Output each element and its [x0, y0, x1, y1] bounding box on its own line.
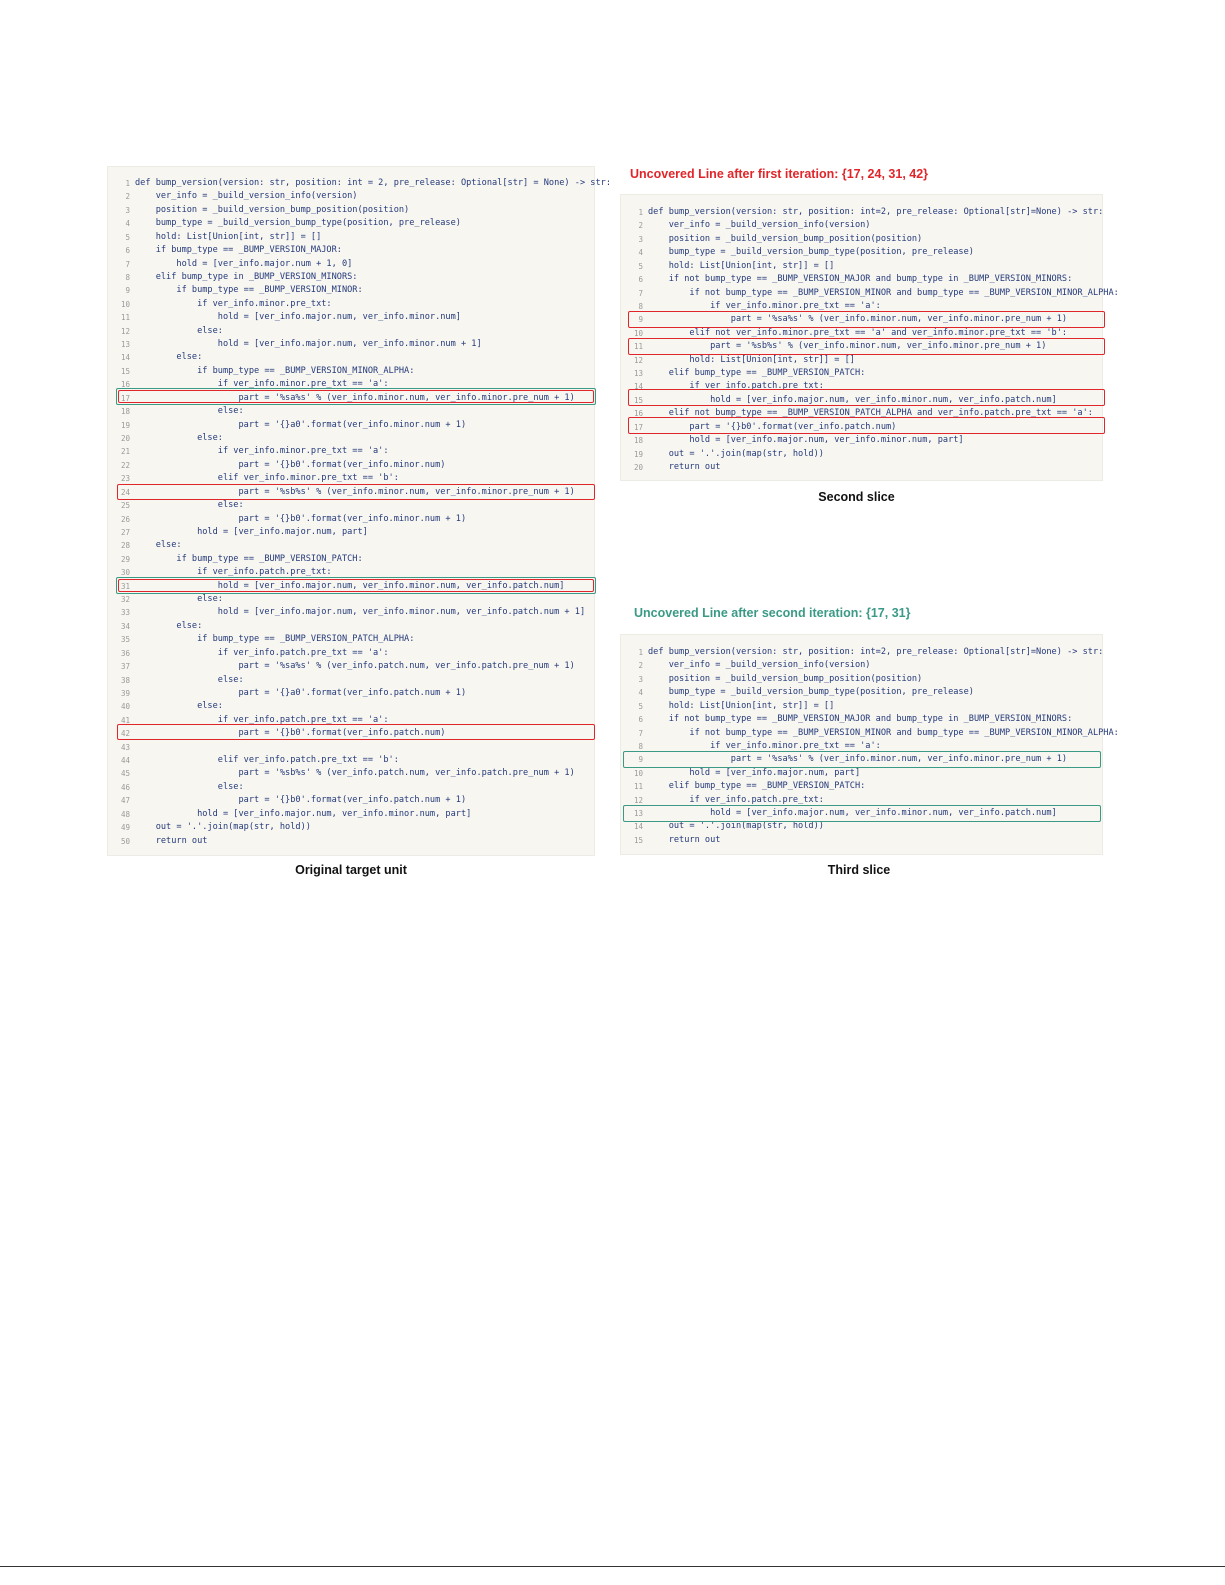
- third-slice-line: [621, 767, 1102, 780]
- original-line: [108, 258, 594, 271]
- code-text: if bump_type == _BUMP_VERSION_MINOR_ALPHA:: [135, 365, 415, 376]
- line-number: 39: [120, 688, 130, 698]
- line-number: 5: [638, 701, 643, 711]
- code-text: hold: List[Union[int, str]] = []: [135, 231, 322, 242]
- line-number: 43: [120, 742, 130, 752]
- line-number: 47: [120, 796, 130, 806]
- original-line: [108, 231, 594, 244]
- line-number: 24: [120, 487, 130, 497]
- line-number: 1: [638, 648, 643, 657]
- line-number: 49: [120, 823, 130, 833]
- code-text: hold: List[Union[int, str]] = []: [648, 700, 835, 711]
- line-number: 10: [633, 328, 643, 338]
- code-text: part = '{}a0'.format(ver_info.patch.num + 1): [135, 687, 467, 698]
- line-number: 37: [120, 662, 130, 672]
- code-text: part = '%sb%s' % (ver_info.minor.num, ver_info.minor.pre_num + 1): [135, 486, 575, 497]
- code-text: else:: [135, 620, 203, 631]
- code-text: part = '%sa%s' % (ver_info.minor.num, ver_info.minor.pre_num + 1): [135, 392, 575, 403]
- third-slice-line: [621, 713, 1102, 726]
- code-text: if ver_info.minor.pre_txt == 'a':: [135, 379, 389, 390]
- highlight-second-line-11: [628, 338, 1105, 355]
- original-line: [108, 593, 594, 606]
- line-number: 4: [638, 248, 643, 258]
- line-number: 16: [633, 409, 643, 419]
- original-line: [108, 445, 594, 458]
- original-line: [108, 177, 611, 190]
- line-number: 6: [125, 246, 130, 256]
- code-text: elif not ver_info.minor.pre_txt == 'a' and ver_info.minor.pre_txt == 'b':: [648, 327, 1068, 338]
- line-number: 12: [633, 355, 643, 365]
- third-slice-line: [621, 727, 1119, 740]
- code-text: out = '.'.join(map(str, hold)): [648, 821, 824, 832]
- code-text: if not bump_type == _BUMP_VERSION_MAJOR and bump_type in _BUMP_VERSION_MINORS:: [648, 274, 1073, 285]
- original-line: [108, 459, 594, 472]
- original-line: [108, 432, 594, 445]
- original-line: [108, 620, 594, 633]
- second-slice-line: [621, 434, 1102, 447]
- code-text: else:: [135, 594, 223, 605]
- line-number: 14: [633, 382, 643, 392]
- line-number: 30: [120, 568, 130, 578]
- line-number: 3: [125, 205, 130, 215]
- code-text: hold = [ver_info.major.num + 1, 0]: [135, 258, 353, 269]
- second-slice-line: [621, 206, 1102, 219]
- code-text: if ver_info.minor.pre_txt == 'a':: [135, 446, 389, 457]
- code-text: part = '{}b0'.format(ver_info.minor.num): [135, 459, 446, 470]
- line-number: 3: [638, 674, 643, 684]
- line-number: 2: [638, 221, 643, 231]
- code-text: ver_info = _build_version_info(version): [648, 660, 871, 671]
- second-slice-line: [621, 233, 1102, 246]
- line-number: 38: [120, 675, 130, 685]
- heading-second-iteration: Uncovered Line after second iteration: {17, 31}: [634, 606, 911, 620]
- line-number: 18: [120, 407, 130, 417]
- line-number: 5: [638, 261, 643, 271]
- caption-original: Original target unit: [295, 863, 407, 877]
- original-line: [108, 808, 594, 821]
- code-text: if not bump_type == _BUMP_VERSION_MINOR and bump_type == _BUMP_VERSION_MINOR_ALPHA:: [648, 727, 1119, 738]
- code-text: else:: [135, 674, 244, 685]
- code-text: if bump_type == _BUMP_VERSION_PATCH_ALPHA:: [135, 634, 415, 645]
- code-text: part = '{}b0'.format(ver_info.patch.num): [135, 728, 446, 739]
- code-text: ver_info = _build_version_info(version): [648, 220, 871, 231]
- line-number: 11: [120, 313, 130, 323]
- original-line: [108, 781, 594, 794]
- code-text: elif ver_info.minor.pre_txt == 'b':: [135, 473, 399, 484]
- second-slice-line: [621, 448, 1102, 461]
- code-text: hold = [ver_info.major.num, part]: [648, 767, 861, 778]
- line-number: 11: [633, 342, 643, 352]
- original-line: [108, 284, 594, 297]
- line-number: 7: [638, 728, 643, 738]
- code-text: else:: [135, 701, 223, 712]
- original-code-panel: [107, 166, 611, 856]
- line-number: 6: [638, 275, 643, 285]
- code-text: elif bump_type == _BUMP_VERSION_PATCH:: [648, 781, 866, 792]
- line-number: 8: [638, 301, 643, 311]
- third-slice-line: [621, 646, 1102, 659]
- code-text: if ver_info.patch.pre_txt:: [648, 794, 824, 805]
- second-slice-line: [621, 287, 1119, 300]
- line-number: 17: [120, 393, 130, 403]
- second-slice-line: [621, 461, 1102, 474]
- line-number: 4: [638, 688, 643, 698]
- original-line: [108, 835, 594, 848]
- line-number: 1: [638, 208, 643, 217]
- highlight-third-line-9: [623, 751, 1101, 768]
- code-text: else:: [135, 540, 182, 551]
- original-line: [108, 217, 594, 230]
- code-text: if ver_info.patch.pre_txt:: [135, 567, 332, 578]
- code-text: hold = [ver_info.major.num, ver_info.minor.num, ver_info.patch.num]: [648, 808, 1057, 819]
- line-number: 13: [633, 809, 643, 819]
- line-number: 8: [638, 741, 643, 751]
- code-text: hold = [ver_info.major.num, ver_info.minor.num, part]: [648, 435, 964, 446]
- original-line: [108, 553, 594, 566]
- line-number: 20: [120, 433, 130, 443]
- original-line: [108, 741, 594, 754]
- second-slice-line: [621, 367, 1102, 380]
- line-number: 19: [120, 420, 130, 430]
- code-text: part = '{}b0'.format(ver_info.patch.num + 1): [135, 795, 467, 806]
- code-text: def bump_version(version: str, position: int = 2, pre_release: Optional[str] = None) -> str:: [135, 178, 611, 188]
- highlight-second-line-15: [628, 389, 1105, 406]
- original-line: [108, 794, 594, 807]
- code-text: out = '.'.join(map(str, hold)): [648, 448, 824, 459]
- third-slice-line: [621, 673, 1102, 686]
- line-number: 6: [638, 715, 643, 725]
- line-number: 23: [120, 474, 130, 484]
- original-line: [108, 513, 594, 526]
- original-line: [108, 338, 594, 351]
- original-line: [108, 298, 594, 311]
- second-slice-line: [621, 354, 1102, 367]
- code-text: else:: [135, 500, 244, 511]
- code-text: position = _build_version_bump_position(position): [648, 673, 923, 684]
- line-number: 32: [120, 595, 130, 605]
- line-number: 13: [633, 369, 643, 379]
- line-number: 3: [638, 234, 643, 244]
- code-text: hold = [ver_info.major.num, ver_info.minor.num, ver_info.patch.num]: [135, 580, 565, 591]
- original-line: [108, 700, 594, 713]
- code-text: out = '.'.join(map(str, hold)): [135, 822, 311, 833]
- second-slice-line: [621, 273, 1102, 286]
- line-number: 36: [120, 648, 130, 658]
- line-number: 15: [633, 835, 643, 845]
- third-slice-line: [621, 780, 1102, 793]
- line-number: 11: [633, 782, 643, 792]
- third-slice-line: [621, 834, 1102, 847]
- highlight-second-line-9: [628, 311, 1105, 328]
- original-line: [108, 204, 594, 217]
- code-text: bump_type = _build_version_bump_type(position, pre_release): [135, 218, 461, 229]
- code-text: if ver_info.patch.pre_txt == 'a':: [135, 714, 389, 725]
- code-text: else:: [135, 406, 244, 417]
- line-number: 48: [120, 809, 130, 819]
- code-text: ver_info = _build_version_info(version): [135, 191, 358, 202]
- line-number: 15: [120, 366, 130, 376]
- heading-first-iteration: Uncovered Line after first iteration: {17, 24, 31, 42}: [630, 167, 929, 181]
- code-text: def bump_version(version: str, position: int=2, pre_release: Optional[str]=None) -> str:: [648, 207, 1104, 217]
- line-number: 12: [120, 326, 130, 336]
- original-line: [108, 325, 594, 338]
- original-line: [108, 767, 594, 780]
- code-text: if ver_info.patch.pre_txt == 'a':: [135, 647, 389, 658]
- line-number: 17: [633, 422, 643, 432]
- code-text: bump_type = _build_version_bump_type(position, pre_release): [648, 247, 974, 258]
- original-line: [108, 271, 594, 284]
- highlight-third-line-13: [623, 805, 1101, 822]
- line-number: 10: [633, 768, 643, 778]
- third-slice-panel: [620, 634, 1119, 855]
- line-number: 4: [125, 219, 130, 229]
- code-text: hold = [ver_info.major.num, ver_info.minor.num + 1]: [135, 339, 482, 350]
- line-number: 35: [120, 635, 130, 645]
- line-number: 21: [120, 447, 130, 457]
- line-number: 10: [120, 299, 130, 309]
- code-text: part = '{}b0'.format(ver_info.patch.num): [648, 421, 897, 432]
- code-text: if bump_type == _BUMP_VERSION_PATCH:: [135, 553, 363, 564]
- code-text: elif ver_info.patch.pre_txt == 'b':: [135, 755, 399, 766]
- code-text: part = '{}b0'.format(ver_info.minor.num + 1): [135, 513, 467, 524]
- original-line: [108, 244, 594, 257]
- code-text: if bump_type == _BUMP_VERSION_MAJOR:: [135, 245, 342, 256]
- line-number: 2: [638, 661, 643, 671]
- code-text: hold = [ver_info.major.num, ver_info.minor.num]: [135, 312, 461, 323]
- line-number: 8: [125, 272, 130, 282]
- code-text: if not bump_type == _BUMP_VERSION_MINOR and bump_type == _BUMP_VERSION_MINOR_ALPHA:: [648, 287, 1119, 298]
- code-text: hold = [ver_info.major.num, ver_info.minor.num, ver_info.patch.num]: [648, 394, 1057, 405]
- code-text: else:: [135, 352, 203, 363]
- line-number: 50: [120, 836, 130, 846]
- highlight-line-42: [117, 724, 595, 740]
- code-text: part = '%sb%s' % (ver_info.minor.num, ver_info.minor.pre_num + 1): [648, 341, 1047, 352]
- line-number: 45: [120, 769, 130, 779]
- code-text: if bump_type == _BUMP_VERSION_MINOR:: [135, 285, 363, 296]
- original-line: [108, 405, 594, 418]
- code-text: if ver_info.minor.pre_txt == 'a':: [648, 300, 881, 311]
- line-number: 9: [125, 286, 130, 296]
- third-slice-line: [621, 820, 1102, 833]
- highlight-line-31-inner: [118, 579, 594, 592]
- code-text: part = '%sa%s' % (ver_info.minor.num, ver_info.minor.pre_num + 1): [648, 314, 1068, 325]
- code-text: part = '%sa%s' % (ver_info.patch.num, ver_info.patch.pre_num + 1): [135, 661, 575, 672]
- line-number: 26: [120, 514, 130, 524]
- line-number: 9: [638, 315, 643, 325]
- line-number: 14: [120, 353, 130, 363]
- code-text: hold = [ver_info.major.num, part]: [135, 526, 368, 537]
- line-number: 42: [120, 729, 130, 739]
- code-text: hold = [ver_info.major.num, ver_info.minor.num, part]: [135, 808, 472, 819]
- line-number: 12: [633, 795, 643, 805]
- line-number: 41: [120, 715, 130, 725]
- original-line: [108, 647, 594, 660]
- caption-second-slice: Second slice: [818, 490, 895, 504]
- code-text: if ver_info.patch.pre_txt:: [648, 381, 824, 392]
- code-text: return out: [648, 834, 721, 845]
- third-slice-line: [621, 686, 1102, 699]
- code-text: else:: [135, 325, 223, 336]
- code-text: part = '%sb%s' % (ver_info.patch.num, ver_info.patch.pre_num + 1): [135, 768, 575, 779]
- original-line: [108, 660, 594, 673]
- code-text: hold: List[Union[int, str]] = []: [648, 354, 855, 365]
- third-slice-line: [621, 659, 1102, 672]
- code-text: return out: [648, 461, 721, 472]
- code-text: def bump_version(version: str, position: int=2, pre_release: Optional[str]=None) -> str:: [648, 647, 1104, 657]
- original-line: [108, 754, 594, 767]
- line-number: 19: [633, 449, 643, 459]
- line-number: 1: [125, 179, 130, 188]
- code-text: position = _build_version_bump_position(position): [135, 204, 410, 215]
- line-number: 2: [125, 192, 130, 202]
- line-number: 9: [638, 755, 643, 765]
- line-number: 31: [120, 581, 130, 591]
- code-text: else:: [135, 432, 223, 443]
- original-line: [108, 311, 594, 324]
- original-line: [108, 633, 594, 646]
- code-text: hold: List[Union[int, str]] = []: [648, 260, 835, 271]
- line-number: 5: [125, 232, 130, 242]
- line-number: 46: [120, 782, 130, 792]
- line-number: 25: [120, 501, 130, 511]
- code-text: return out: [135, 835, 208, 846]
- highlight-line-17-inner: [118, 390, 594, 403]
- code-text: part = '{}a0'.format(ver_info.minor.num + 1): [135, 419, 467, 430]
- line-number: 15: [633, 395, 643, 405]
- code-text: elif not bump_type == _BUMP_VERSION_PATCH_ALPHA and ver_info.patch.pre_txt == 'a':: [648, 408, 1093, 419]
- original-line: [108, 419, 594, 432]
- page-bottom-rule: [0, 1566, 1225, 1567]
- original-line: [108, 526, 594, 539]
- original-line: [108, 606, 594, 619]
- original-line: [108, 674, 594, 687]
- original-line: [108, 499, 594, 512]
- line-number: 20: [633, 462, 643, 472]
- line-number: 28: [120, 541, 130, 551]
- original-line: [108, 821, 594, 834]
- original-line: [108, 190, 594, 203]
- line-number: 40: [120, 702, 130, 712]
- code-text: if ver_info.minor.pre_txt == 'a':: [648, 740, 881, 751]
- original-line: [108, 539, 594, 552]
- highlight-second-line-17: [628, 417, 1105, 434]
- line-number: 33: [120, 608, 130, 618]
- original-line: [108, 365, 594, 378]
- code-text: position = _build_version_bump_position(position): [648, 233, 923, 244]
- original-line: [108, 351, 594, 364]
- code-text: if ver_info.minor.pre_txt:: [135, 298, 332, 309]
- code-text: hold = [ver_info.major.num, ver_info.minor.num, ver_info.patch.num + 1]: [135, 607, 586, 618]
- highlight-line-24: [117, 484, 595, 500]
- line-number: 18: [633, 436, 643, 446]
- line-number: 14: [633, 822, 643, 832]
- code-text: elif bump_type == _BUMP_VERSION_PATCH:: [648, 368, 866, 379]
- caption-third-slice: Third slice: [827, 863, 891, 877]
- code-text: else:: [135, 781, 244, 792]
- line-number: 7: [638, 288, 643, 298]
- line-number: 44: [120, 756, 130, 766]
- code-text: bump_type = _build_version_bump_type(position, pre_release): [648, 687, 974, 698]
- line-number: 16: [120, 380, 130, 390]
- second-slice-panel: [620, 194, 1119, 481]
- original-line: [108, 687, 594, 700]
- line-number: 7: [125, 259, 130, 269]
- second-slice-line: [621, 246, 1102, 259]
- code-text: part = '%sa%s' % (ver_info.minor.num, ver_info.minor.pre_num + 1): [648, 754, 1068, 765]
- second-slice-line: [621, 219, 1102, 232]
- third-slice-line: [621, 700, 1102, 713]
- line-number: 27: [120, 527, 130, 537]
- code-text: elif bump_type in _BUMP_VERSION_MINORS:: [135, 271, 358, 282]
- line-number: 22: [120, 460, 130, 470]
- line-number: 29: [120, 554, 130, 564]
- second-slice-line: [621, 260, 1102, 273]
- code-text: if not bump_type == _BUMP_VERSION_MAJOR and bump_type in _BUMP_VERSION_MINORS:: [648, 714, 1073, 725]
- line-number: 13: [120, 340, 130, 350]
- line-number: 34: [120, 621, 130, 631]
